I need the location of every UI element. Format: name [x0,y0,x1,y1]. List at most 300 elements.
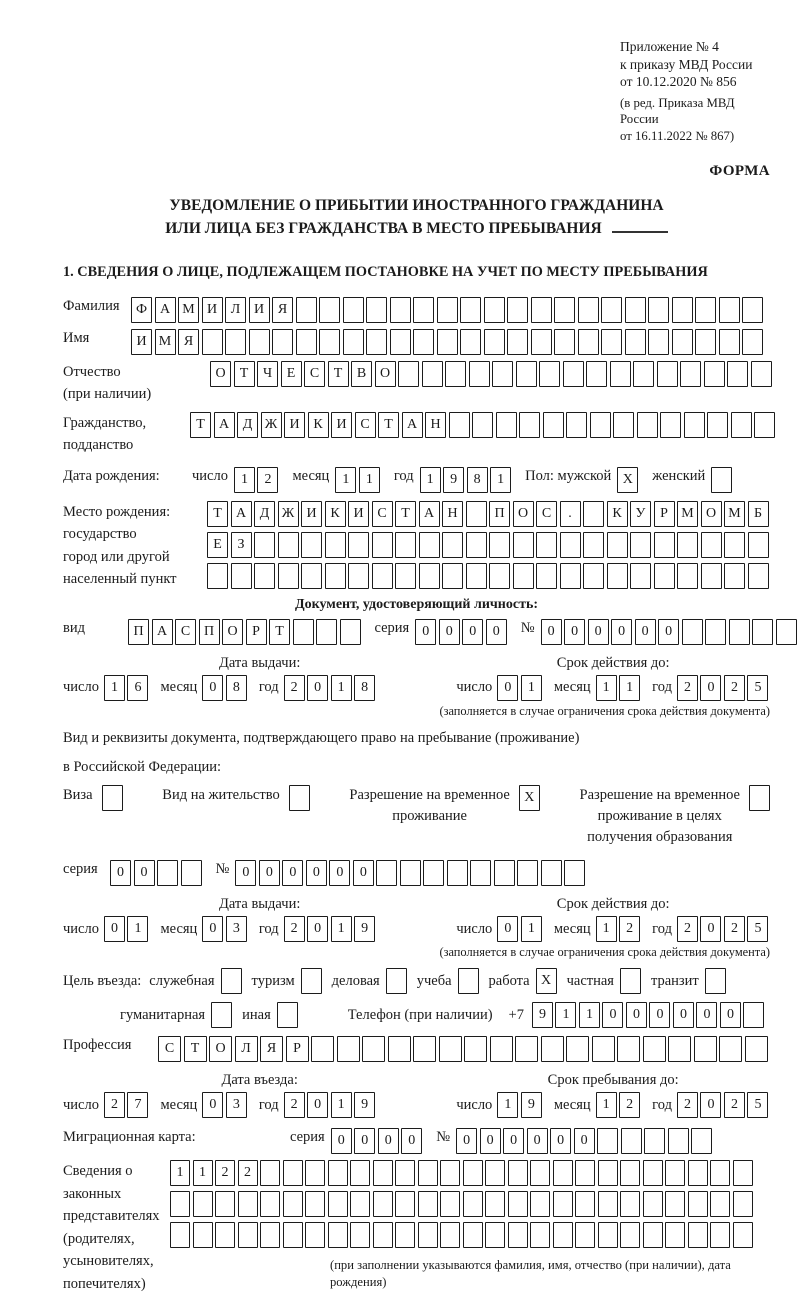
char-cell[interactable] [464,1036,487,1062]
char-cell[interactable] [283,1191,303,1217]
char-cell[interactable]: Б [748,501,769,527]
char-cell[interactable] [710,1222,730,1248]
char-cell[interactable]: 1 [555,1002,576,1028]
char-cell[interactable] [215,1222,235,1248]
char-cell[interactable] [530,1191,550,1217]
char-cell[interactable] [643,1036,666,1062]
char-cell[interactable]: 2 [238,1160,258,1186]
char-cell[interactable] [296,329,317,355]
char-cell[interactable] [440,1222,460,1248]
char-cell[interactable] [231,563,252,589]
char-cell[interactable]: 1 [497,1092,518,1118]
char-cell[interactable] [366,329,387,355]
migration-card-series-cells[interactable] [331,1128,423,1154]
char-cell[interactable]: 1 [170,1160,190,1186]
residence-series-cells[interactable] [110,860,202,886]
char-cell[interactable] [348,532,369,558]
char-cell[interactable]: С [158,1036,181,1062]
char-cell[interactable] [748,563,769,589]
char-cell[interactable] [536,532,557,558]
char-cell[interactable]: 3 [226,1092,247,1118]
char-cell[interactable]: 2 [677,675,698,701]
char-cell[interactable] [466,501,487,527]
char-cell[interactable] [776,619,797,645]
char-cell[interactable] [677,532,698,558]
char-cell[interactable]: А [152,619,173,645]
char-cell[interactable]: 0 [134,860,155,886]
char-cell[interactable] [665,1222,685,1248]
char-cell[interactable]: 0 [282,860,303,886]
char-cell[interactable]: Е [281,361,302,387]
char-cell[interactable] [469,361,490,387]
char-cell[interactable] [583,532,604,558]
char-cell[interactable]: С [372,501,393,527]
char-cell[interactable] [283,1222,303,1248]
char-cell[interactable] [607,563,628,589]
char-cell[interactable]: Д [237,412,258,438]
firstname-cells[interactable] [131,329,763,355]
date-part-cells[interactable] [202,1092,247,1118]
char-cell[interactable]: 1 [420,467,441,493]
char-cell[interactable]: 0 [331,1128,352,1154]
char-cell[interactable]: 0 [202,916,223,942]
char-cell[interactable]: И [202,297,223,323]
char-cell[interactable] [490,1036,513,1062]
doc-series-cells[interactable] [415,619,507,645]
char-cell[interactable] [620,1191,640,1217]
char-cell[interactable]: А [155,297,176,323]
char-cell[interactable]: Ф [131,297,152,323]
char-cell[interactable] [553,1222,573,1248]
char-cell[interactable] [742,297,763,323]
char-cell[interactable] [583,501,604,527]
char-cell[interactable]: И [348,501,369,527]
char-cell[interactable]: И [284,412,305,438]
char-cell[interactable] [733,1160,753,1186]
temp-residence-checkbox[interactable]: X [519,785,540,811]
char-cell[interactable] [688,1222,708,1248]
char-cell[interactable] [362,1036,385,1062]
char-cell[interactable]: Т [395,501,416,527]
char-cell[interactable] [440,1160,460,1186]
char-cell[interactable]: Р [246,619,267,645]
char-cell[interactable] [688,1191,708,1217]
char-cell[interactable] [508,1222,528,1248]
char-cell[interactable]: 2 [724,916,745,942]
char-cell[interactable]: 1 [335,467,356,493]
char-cell[interactable]: 0 [354,1128,375,1154]
char-cell[interactable] [283,1160,303,1186]
char-cell[interactable] [719,1036,742,1062]
char-cell[interactable] [460,297,481,323]
char-cell[interactable] [293,619,314,645]
char-cell[interactable]: 1 [596,675,617,701]
char-cell[interactable] [536,563,557,589]
char-cell[interactable]: Л [225,297,246,323]
char-cell[interactable]: 0 [673,1002,694,1028]
char-cell[interactable]: Я [272,297,293,323]
char-cell[interactable] [592,1036,615,1062]
char-cell[interactable] [575,1222,595,1248]
char-cell[interactable]: 0 [649,1002,670,1028]
sex-female-checkbox[interactable] [711,467,732,493]
char-cell[interactable] [350,1160,370,1186]
char-cell[interactable] [472,412,493,438]
char-cell[interactable] [701,532,722,558]
char-cell[interactable]: 1 [521,916,542,942]
char-cell[interactable] [463,1222,483,1248]
char-cell[interactable] [400,860,421,886]
char-cell[interactable] [530,1160,550,1186]
char-cell[interactable]: Т [328,361,349,387]
char-cell[interactable] [395,1222,415,1248]
date-part-cells[interactable] [284,675,376,701]
char-cell[interactable] [601,297,622,323]
char-cell[interactable] [272,329,293,355]
char-cell[interactable] [665,1160,685,1186]
char-cell[interactable] [193,1222,213,1248]
char-cell[interactable]: О [375,361,396,387]
char-cell[interactable]: 0 [462,619,483,645]
char-cell[interactable]: К [325,501,346,527]
legal-cells-row2[interactable] [170,1191,770,1217]
char-cell[interactable] [439,1036,462,1062]
char-cell[interactable]: 1 [490,467,511,493]
char-cell[interactable] [719,297,740,323]
char-cell[interactable] [648,297,669,323]
date-part-cells[interactable] [497,1092,542,1118]
char-cell[interactable]: А [231,501,252,527]
char-cell[interactable] [260,1222,280,1248]
char-cell[interactable]: С [536,501,557,527]
date-part-cells[interactable] [104,916,149,942]
char-cell[interactable]: 3 [226,916,247,942]
char-cell[interactable]: Л [235,1036,258,1062]
char-cell[interactable]: Ж [278,501,299,527]
char-cell[interactable] [328,1160,348,1186]
char-cell[interactable] [729,619,750,645]
char-cell[interactable] [563,361,584,387]
char-cell[interactable]: К [607,501,628,527]
char-cell[interactable]: 9 [521,1092,542,1118]
char-cell[interactable]: 7 [127,1092,148,1118]
char-cell[interactable] [707,412,728,438]
char-cell[interactable] [340,619,361,645]
char-cell[interactable]: 2 [257,467,278,493]
char-cell[interactable] [575,1191,595,1217]
date-part-cells[interactable] [677,675,769,701]
purpose-transit-checkbox[interactable] [705,968,726,994]
char-cell[interactable]: 0 [307,1092,328,1118]
birthdate-year-cells[interactable] [420,467,512,493]
char-cell[interactable] [319,329,340,355]
char-cell[interactable] [633,361,654,387]
purpose-tourism-checkbox[interactable] [301,968,322,994]
char-cell[interactable]: П [128,619,149,645]
char-cell[interactable] [305,1222,325,1248]
char-cell[interactable] [531,329,552,355]
birthdate-month-cells[interactable] [335,467,380,493]
char-cell[interactable]: 1 [596,916,617,942]
char-cell[interactable]: 0 [378,1128,399,1154]
char-cell[interactable] [413,1036,436,1062]
char-cell[interactable]: 2 [677,916,698,942]
char-cell[interactable] [373,1191,393,1217]
birthplace-cells-row1[interactable] [207,501,769,527]
char-cell[interactable] [578,329,599,355]
char-cell[interactable]: 0 [700,1092,721,1118]
char-cell[interactable] [621,1128,642,1154]
char-cell[interactable] [560,532,581,558]
char-cell[interactable]: 2 [215,1160,235,1186]
char-cell[interactable] [463,1191,483,1217]
char-cell[interactable] [654,563,675,589]
char-cell[interactable] [630,563,651,589]
char-cell[interactable] [742,329,763,355]
char-cell[interactable]: 0 [306,860,327,886]
char-cell[interactable] [413,297,434,323]
char-cell[interactable]: 1 [127,916,148,942]
char-cell[interactable]: Т [184,1036,207,1062]
char-cell[interactable] [466,563,487,589]
char-cell[interactable]: Р [654,501,675,527]
char-cell[interactable]: 0 [720,1002,741,1028]
char-cell[interactable] [553,1160,573,1186]
char-cell[interactable] [418,1222,438,1248]
citizenship-cells[interactable] [190,412,775,438]
char-cell[interactable] [743,1002,764,1028]
char-cell[interactable] [215,1191,235,1217]
char-cell[interactable] [311,1036,334,1062]
char-cell[interactable] [578,297,599,323]
char-cell[interactable] [442,563,463,589]
char-cell[interactable]: 0 [626,1002,647,1028]
char-cell[interactable]: Т [378,412,399,438]
char-cell[interactable]: Я [178,329,199,355]
char-cell[interactable] [531,297,552,323]
char-cell[interactable] [413,329,434,355]
char-cell[interactable]: 2 [284,916,305,942]
char-cell[interactable] [590,412,611,438]
char-cell[interactable] [398,361,419,387]
char-cell[interactable]: 1 [331,675,352,701]
char-cell[interactable]: 0 [497,916,518,942]
char-cell[interactable]: 0 [696,1002,717,1028]
char-cell[interactable] [625,329,646,355]
char-cell[interactable] [348,563,369,589]
char-cell[interactable] [157,860,178,886]
char-cell[interactable]: Т [234,361,255,387]
char-cell[interactable] [442,532,463,558]
char-cell[interactable]: 0 [401,1128,422,1154]
char-cell[interactable]: С [175,619,196,645]
char-cell[interactable] [316,619,337,645]
purpose-study-checkbox[interactable] [458,968,479,994]
char-cell[interactable]: 0 [202,1092,223,1118]
char-cell[interactable]: 0 [439,619,460,645]
char-cell[interactable] [484,297,505,323]
char-cell[interactable]: 8 [226,675,247,701]
char-cell[interactable]: О [222,619,243,645]
char-cell[interactable]: 0 [564,619,585,645]
char-cell[interactable] [395,1160,415,1186]
char-cell[interactable]: Я [260,1036,283,1062]
char-cell[interactable]: 5 [747,675,768,701]
char-cell[interactable]: 2 [619,916,640,942]
date-part-cells[interactable] [202,675,247,701]
char-cell[interactable]: Р [286,1036,309,1062]
char-cell[interactable]: Т [190,412,211,438]
char-cell[interactable] [181,860,202,886]
char-cell[interactable]: 1 [234,467,255,493]
date-part-cells[interactable] [497,916,542,942]
char-cell[interactable] [449,412,470,438]
char-cell[interactable]: 1 [596,1092,617,1118]
char-cell[interactable] [566,412,587,438]
char-cell[interactable]: 2 [619,1092,640,1118]
char-cell[interactable]: Д [254,501,275,527]
char-cell[interactable] [238,1191,258,1217]
char-cell[interactable] [657,361,678,387]
visa-checkbox[interactable] [102,785,123,811]
char-cell[interactable] [637,412,658,438]
char-cell[interactable]: Т [207,501,228,527]
char-cell[interactable]: 0 [635,619,656,645]
char-cell[interactable]: 0 [235,860,256,886]
char-cell[interactable]: 0 [700,916,721,942]
char-cell[interactable] [554,329,575,355]
char-cell[interactable] [688,1160,708,1186]
char-cell[interactable] [710,1191,730,1217]
char-cell[interactable] [418,1160,438,1186]
char-cell[interactable] [643,1160,663,1186]
char-cell[interactable] [254,563,275,589]
char-cell[interactable] [710,1160,730,1186]
char-cell[interactable]: 9 [443,467,464,493]
char-cell[interactable]: М [155,329,176,355]
char-cell[interactable] [668,1128,689,1154]
char-cell[interactable] [193,1191,213,1217]
date-part-cells[interactable] [677,916,769,942]
char-cell[interactable] [516,361,537,387]
purpose-humanitarian-checkbox[interactable] [211,1002,232,1028]
char-cell[interactable] [372,532,393,558]
date-part-cells[interactable] [677,1092,769,1118]
char-cell[interactable] [492,361,513,387]
char-cell[interactable]: 2 [724,675,745,701]
char-cell[interactable] [170,1191,190,1217]
char-cell[interactable] [517,860,538,886]
char-cell[interactable]: 9 [354,916,375,942]
char-cell[interactable] [704,361,725,387]
char-cell[interactable]: М [724,501,745,527]
char-cell[interactable] [598,1160,618,1186]
char-cell[interactable]: О [210,361,231,387]
char-cell[interactable] [575,1160,595,1186]
char-cell[interactable] [484,329,505,355]
char-cell[interactable]: 5 [747,1092,768,1118]
char-cell[interactable] [422,361,443,387]
char-cell[interactable] [445,361,466,387]
char-cell[interactable] [460,329,481,355]
date-part-cells[interactable] [202,916,247,942]
char-cell[interactable] [395,563,416,589]
migration-card-number-cells[interactable] [456,1128,712,1154]
char-cell[interactable] [395,532,416,558]
char-cell[interactable]: 0 [550,1128,571,1154]
char-cell[interactable] [373,1160,393,1186]
char-cell[interactable] [598,1191,618,1217]
doc-number-cells[interactable] [541,619,797,645]
char-cell[interactable]: 1 [359,467,380,493]
char-cell[interactable]: А [402,412,423,438]
char-cell[interactable] [260,1191,280,1217]
char-cell[interactable]: 0 [486,619,507,645]
char-cell[interactable] [586,361,607,387]
char-cell[interactable] [724,563,745,589]
char-cell[interactable]: 6 [127,675,148,701]
char-cell[interactable] [553,1191,573,1217]
char-cell[interactable]: 0 [480,1128,501,1154]
char-cell[interactable]: 8 [467,467,488,493]
char-cell[interactable]: 0 [541,619,562,645]
char-cell[interactable]: 0 [527,1128,548,1154]
char-cell[interactable]: З [231,532,252,558]
residence-permit-checkbox[interactable] [289,785,310,811]
char-cell[interactable]: 9 [532,1002,553,1028]
birthdate-day-cells[interactable] [234,467,279,493]
char-cell[interactable]: С [304,361,325,387]
char-cell[interactable] [225,329,246,355]
legal-cells-row3[interactable] [170,1222,770,1248]
char-cell[interactable] [598,1222,618,1248]
char-cell[interactable]: 8 [354,675,375,701]
char-cell[interactable] [733,1222,753,1248]
patronymic-cells[interactable] [210,361,772,387]
char-cell[interactable]: Т [269,619,290,645]
char-cell[interactable] [249,329,270,355]
char-cell[interactable] [419,563,440,589]
char-cell[interactable] [260,1160,280,1186]
char-cell[interactable] [515,1036,538,1062]
char-cell[interactable]: Н [442,501,463,527]
char-cell[interactable] [278,563,299,589]
purpose-other-checkbox[interactable] [277,1002,298,1028]
date-part-cells[interactable] [497,675,542,701]
date-part-cells[interactable] [596,675,641,701]
char-cell[interactable] [390,297,411,323]
profession-cells[interactable] [158,1036,768,1062]
char-cell[interactable] [566,1036,589,1062]
date-part-cells[interactable] [104,675,149,701]
char-cell[interactable] [388,1036,411,1062]
char-cell[interactable] [254,532,275,558]
char-cell[interactable] [672,297,693,323]
birthplace-cells-row3[interactable] [207,563,769,589]
char-cell[interactable]: А [214,412,235,438]
char-cell[interactable] [328,1191,348,1217]
char-cell[interactable] [682,619,703,645]
char-cell[interactable] [372,563,393,589]
char-cell[interactable] [337,1036,360,1062]
char-cell[interactable] [607,532,628,558]
char-cell[interactable] [733,1191,753,1217]
char-cell[interactable] [701,563,722,589]
char-cell[interactable] [325,563,346,589]
char-cell[interactable] [419,532,440,558]
char-cell[interactable] [727,361,748,387]
char-cell[interactable]: И [249,297,270,323]
